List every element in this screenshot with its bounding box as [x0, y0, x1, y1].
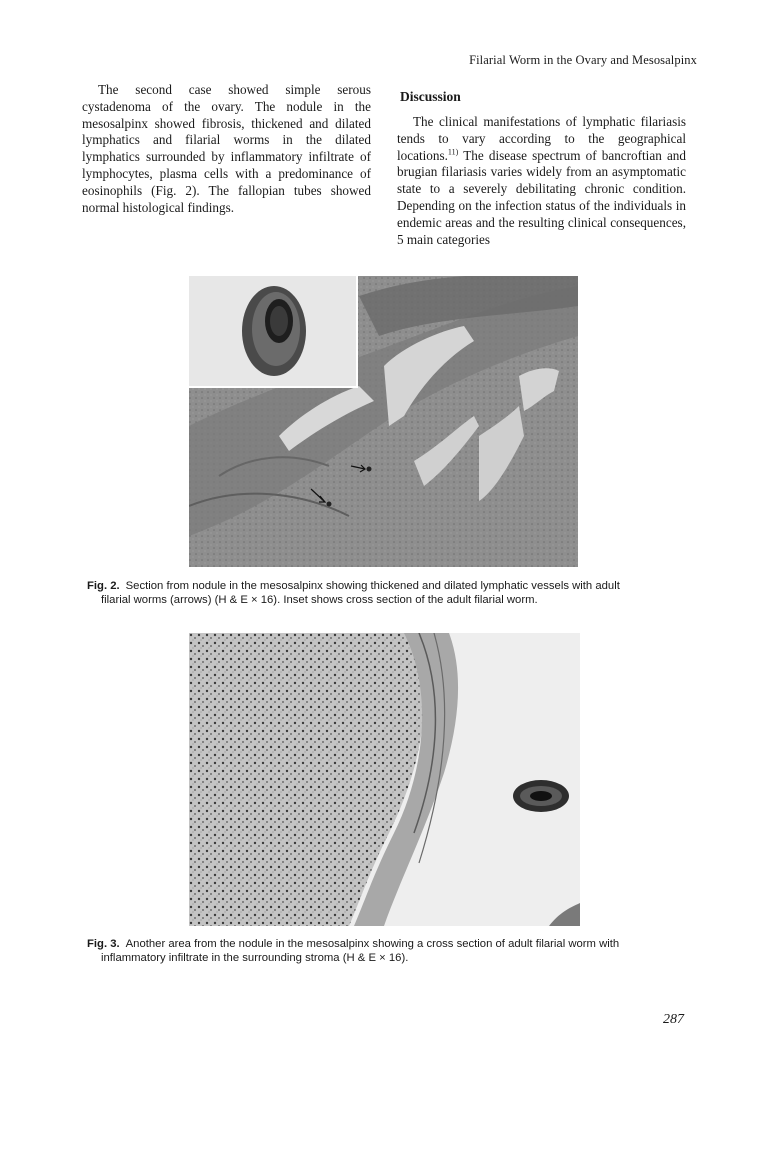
figure-2-caption: Fig. 2. Section from nodule in the mesosalpinx showing thickened and dilated lymphatic vessels with adult filarial worms (arrows) (H & E × 16). Inset shows cross section of the adult filarial worm. [87, 580, 620, 607]
figure-2-label: Fig. 2. [87, 580, 120, 592]
figure-3-label: Fig. 3. [87, 938, 120, 950]
left-column [82, 82, 371, 216]
discussion-paragraph: The clinical manifestations of lymphatic filariasis tends to vary according to the geographical locations.$^{11)}$ The disease spectrum of bancroftian and brugian filariasis varies widely from an asymptomatic state to a severely debilitating chronic condition. Depending on the infection status of the individuals in endemic areas and the resulting clinical consequences, 5 main categories [397, 114, 686, 247]
reference-marker: 11) [447, 147, 459, 157]
results-paragraph: The second case showed simple serous cystadenoma of the ovary. The nodule in the mesosalpinx showed fibrosis, thickened and dilated lymphatics and filarial worms in the dilated lymphatics surrounded by inflammatory infiltrate of lymphocytes, plasma cells with a predominance of eosinophils (Fig. 2). The fallopian tubes showed normal histological findings. [82, 82, 371, 215]
figure-3-image [189, 633, 580, 926]
discussion-heading: Discussion [400, 89, 461, 104]
figure-3-micrograph [189, 633, 580, 926]
page-number: 287 [663, 1012, 684, 1027]
figure-2-image [189, 276, 578, 567]
right-column [397, 114, 686, 248]
figure-2-micrograph [189, 276, 578, 567]
figure-3-caption: Fig. 3. Another area from the nodule in the mesosalpinx showing a cross section of adult filarial worm with inflammatory infiltrate in the surrounding stroma (H & E × 16). [87, 938, 620, 965]
running-head: Filarial Worm in the Ovary and Mesosalpinx [469, 53, 697, 67]
